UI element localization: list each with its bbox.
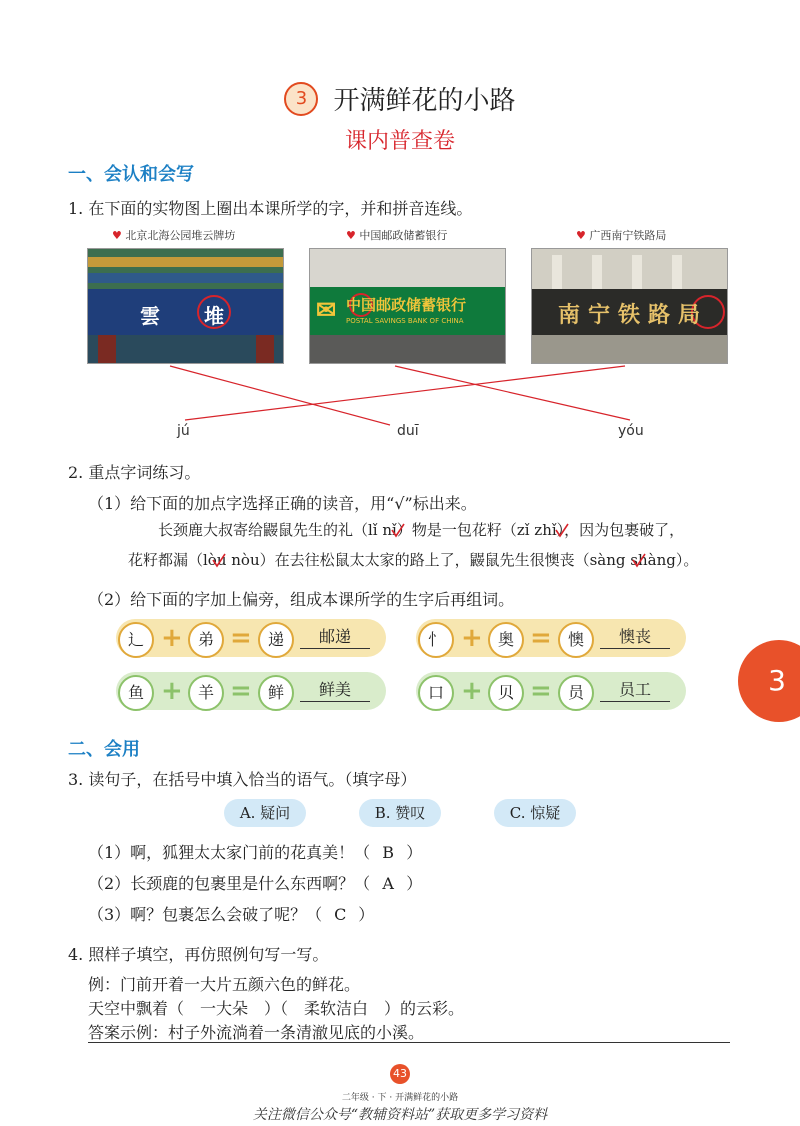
sign-char-dui: 堆 — [204, 304, 224, 328]
heart-icon: ♥ — [576, 229, 586, 242]
char-4: 员 — [558, 675, 594, 711]
char-3: 鲜 — [258, 675, 294, 711]
section2-title: 二、会用 — [68, 739, 140, 760]
word-1: 邮递 — [300, 626, 370, 649]
chapter-side-tab: 3 — [738, 640, 800, 722]
option-b: B. 赞叹 — [359, 799, 441, 827]
radical-3: 鱼 — [118, 675, 154, 711]
pinyin-ju: jú — [177, 423, 190, 439]
q1-prompt: 1. 在下面的实物图上圈出本课所学的字，并和拼音连线。 — [68, 199, 473, 218]
plus-icon: + — [461, 623, 483, 653]
page-number: 43 — [390, 1064, 410, 1084]
base-4: 贝 — [488, 675, 524, 711]
q4-example: 例：门前开着一大片五颜六色的鲜花。 — [88, 975, 361, 994]
heart-icon: ♥ — [112, 229, 122, 242]
sign-text-postal-en: POSTAL SAVINGS BANK OF CHINA — [346, 317, 464, 325]
check-marks — [0, 510, 800, 580]
base-2: 奥 — [488, 622, 524, 658]
q4-fill-line: 天空中飘着（ 一大朵 ）（ 柔软洁白 ）的云彩。 — [88, 996, 464, 1019]
plus-icon: + — [461, 676, 483, 706]
lesson-title: 开满鲜花的小路 — [333, 86, 516, 116]
q3-answer-2: A — [382, 874, 394, 893]
radical-2: 忄 — [418, 622, 454, 658]
postal-logo-icon: ✉ — [316, 295, 337, 324]
char-2: 懊 — [558, 622, 594, 658]
radical-4: 口 — [418, 675, 454, 711]
photo-caption-3: ♥ 广西南宁铁路局 — [576, 229, 667, 242]
equals-icon: = — [530, 676, 552, 706]
radical-1: 辶 — [118, 622, 154, 658]
equals-icon: = — [230, 676, 252, 706]
q3-item-2: （2）长颈鹿的包裹里是什么东西啊？（ A ） — [88, 874, 423, 893]
word-4: 员工 — [600, 679, 670, 702]
q3-item-1: （1）啊，狐狸太太家门前的花真美！（ B ） — [88, 843, 423, 862]
q3-item-3: （3）啊？包裹怎么会破了呢？（ C ） — [88, 905, 375, 924]
q2-part1-prompt: （1）给下面的加点字选择正确的读音，用“√”标出来。 — [88, 494, 477, 513]
sign-text-postal: 中国邮政储蓄银行 — [346, 296, 467, 314]
base-3: 羊 — [188, 675, 224, 711]
lesson-number-badge: 3 — [284, 82, 318, 116]
q2-part2-prompt: （2）给下面的字加上偏旁，组成本课所学的生字后再组词。 — [88, 590, 515, 609]
word-3: 鲜美 — [300, 679, 370, 702]
q4-fill-answer-2: 柔软洁白 — [304, 999, 369, 1018]
pinyin-dui: duī — [397, 423, 419, 439]
q3-prompt: 3. 读句子，在括号中填入恰当的语气。（填字母） — [68, 770, 417, 789]
heart-icon: ♥ — [346, 229, 356, 242]
plus-icon: + — [161, 623, 183, 653]
q3-answer-1: B — [382, 843, 395, 862]
footer-book-info: 二年级 · 下 · 开满鲜花的小路 — [341, 1093, 459, 1103]
q2-sentence-line2: 花籽都漏（lòu nòu）在去往松鼠太太家的路上了，鼹鼠先生很懊丧（sàng shàng）。 — [128, 551, 699, 569]
q4-prompt: 4. 照样子填空，再仿照例句写一写。 — [68, 945, 329, 964]
q4-answer: 答案示例：村子外流淌着一条清澈见底的小溪。 — [88, 1023, 425, 1042]
plus-icon: + — [161, 676, 183, 706]
section1-title: 一、会认和会写 — [68, 164, 194, 185]
q4-fill-answer-1: 一大朵 — [200, 999, 249, 1018]
option-a: A. 疑问 — [224, 799, 306, 827]
photo-caption-2: ♥ 中国邮政储蓄银行 — [346, 229, 448, 242]
q2-prompt: 2. 重点字词练习。 — [68, 463, 201, 482]
equals-icon: = — [230, 623, 252, 653]
subtitle: 课内普查卷 — [344, 129, 455, 154]
answer-underline — [88, 1042, 730, 1043]
photo-caption-1: ♥ 北京北海公园堆云牌坊 — [112, 229, 236, 242]
sign-char-yun: 雲 — [140, 304, 160, 328]
footer-watermark: 关注微信公众号“教辅资料站”获取更多学习资料 — [252, 1107, 548, 1123]
option-c: C. 惊疑 — [494, 799, 576, 827]
matching-lines — [0, 0, 800, 450]
pinyin-you: yóu — [618, 423, 644, 439]
word-2: 懊丧 — [600, 626, 670, 649]
q2-sentence-line1: 长颈鹿大叔寄给鼹鼠先生的礼（lǐ nǐ）物是一包花籽（zǐ zhǐ），因为包裹破了， — [158, 521, 685, 539]
char-1: 递 — [258, 622, 294, 658]
base-1: 弟 — [188, 622, 224, 658]
q3-answer-3: C — [334, 905, 347, 924]
sign-text-railway: 南宁铁路局 — [558, 302, 709, 328]
equals-icon: = — [530, 623, 552, 653]
